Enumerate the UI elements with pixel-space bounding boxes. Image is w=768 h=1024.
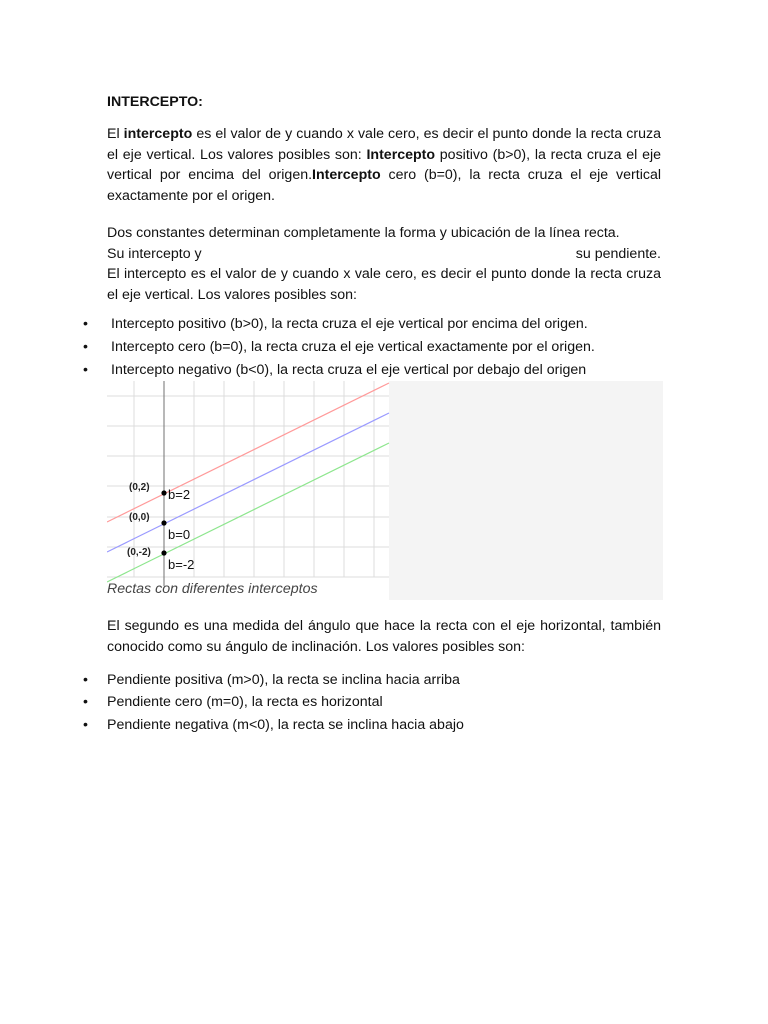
coord-label: (0,-2) xyxy=(127,547,151,558)
coord-label: (0,0) xyxy=(129,512,150,523)
intercept-label: b=-2 xyxy=(168,557,195,572)
para1-bold-1: intercepto xyxy=(123,126,193,142)
list-item-text: Intercepto cero (b=0), la recta cruza el eje vertical exactamente por el origen. xyxy=(111,339,595,355)
para1-text-1: El xyxy=(107,126,124,142)
constants-intercept-text: Su intercepto y xyxy=(107,245,202,262)
coord-label: (0,2) xyxy=(129,482,150,493)
bullet-icon: • xyxy=(83,717,88,733)
figure-background xyxy=(389,381,663,600)
para1-bold-3: Intercepto xyxy=(312,167,381,183)
para1-text-3: positivo (b>0), la recta cruza el eje vertical por encima del origen. xyxy=(107,146,661,183)
bullet-icon: • xyxy=(83,672,88,688)
bullet-icon: • xyxy=(83,362,88,378)
constants-line-3: El intercepto es el valor de y cuando x vale cero, es decir el punto donde la recta cruza el eje vertical. Los valores posibles son: xyxy=(107,266,661,303)
list-item-text: Pendiente cero (m=0), la recta es horizontal xyxy=(107,694,383,710)
list-item-text: Intercepto positivo (b>0), la recta cruza el eje vertical por encima del origen. xyxy=(111,316,588,332)
point-b-neg2 xyxy=(161,550,166,555)
para1-bold-2: Intercepto xyxy=(366,146,436,163)
constants-paragraph xyxy=(107,223,661,305)
bullet-icon: • xyxy=(83,694,88,710)
list-item-text: Pendiente negativa (m<0), la recta se inclina hacia abajo xyxy=(107,717,464,733)
bullet-icon: • xyxy=(83,339,88,355)
slope-paragraph: El segundo es una medida del ángulo que hace la recta con el eje horizontal, también conocido como su ángulo de inclinación. Los valores posibles son: xyxy=(107,618,661,655)
intercept-label: b=2 xyxy=(168,487,191,502)
para1-text-2: es el valor de y cuando x vale cero, es decir el punto donde la recta cruza el eje vertical. Los valores posibles son: xyxy=(107,126,661,163)
list-item-text: Intercepto negativo (b<0), la recta cruza el eje vertical por debajo del origen xyxy=(111,362,587,378)
constants-line-2 xyxy=(107,244,661,265)
constants-slope-text: su pendiente. xyxy=(575,245,661,262)
intercepts-figure xyxy=(107,381,663,600)
constants-line-1: Dos constantes determinan completamente la forma y ubicación de la línea recta. xyxy=(107,225,620,241)
bullet-icon: • xyxy=(83,316,88,332)
intercept-label: b=0 xyxy=(168,527,191,542)
intercept-definition-paragraph xyxy=(107,124,661,206)
para1-text-4: cero (b=0), la recta cruza el eje vertical exactamente por el origen. xyxy=(107,167,661,204)
list-item-text: Pendiente positiva (m>0), la recta se inclina hacia arriba xyxy=(107,672,460,688)
point-b-0 xyxy=(161,520,166,525)
section-title: INTERCEPTO: xyxy=(107,94,203,110)
point-b-2 xyxy=(161,490,166,495)
figure-caption: Rectas con diferentes interceptos xyxy=(107,581,318,597)
